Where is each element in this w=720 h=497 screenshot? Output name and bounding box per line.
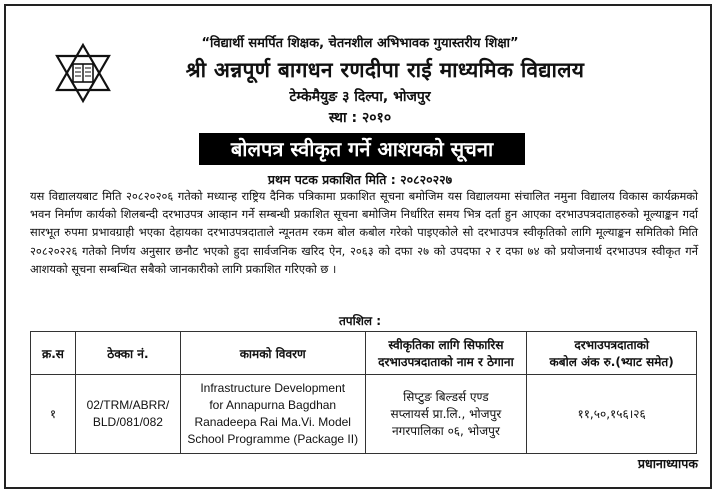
- header-amount-line2: कबोल अंक रु.(भ्याट समेत): [549, 355, 674, 369]
- desc-line3: Ranadeepa Rai Ma.Vi. Model: [194, 415, 351, 429]
- bidder-line2: सप्लायर्स प्रा.लि., भोजपुर: [390, 406, 502, 421]
- signature-principal: प्रधानाध्यापक: [637, 456, 698, 471]
- notice-title: बोलपत्र स्वीकृत गर्ने आशयको सूचना: [199, 133, 525, 165]
- header-bidder-line1: स्वीकृतिका लागि सिफारिस: [388, 338, 504, 352]
- desc-line1: Infrastructure Development: [200, 381, 346, 395]
- school-address: टेम्केमैयुङ ३ दिल्पा, भोजपुर: [289, 89, 431, 105]
- header-sn: क्र.स: [31, 332, 76, 375]
- header-contract-no: ठेक्का नं.: [75, 332, 180, 375]
- tender-table: [30, 331, 697, 454]
- notice-body: यस विद्यालयबाट मिति २०८२०२०६ गतेको मध्यान्ह राष्ट्रिय दैनिक पत्रिकामा प्रकाशित सूचना बमोजिम यस विद्यालयमा संचालित नमुना विद्यालय विकास कार्यक्रमको भवन निर्माण कार्यको शिलबन्दी दरभाउपत्र आव्हान गर्ने सम्बन्धी प्रकाशित सूचना बमोजिम निर्धारित समय भित्र दर्ता हुन आएका दरभाउपत्रदाताहरुको मूल्याङ्कन गर्दा सारभूत रुपमा प्रभावग्राही भएका देहायका दरभाउपत्रदाताले न्यूनतम रकम बोल कबोल गरेको पाइएकोले सो दरभाउपत्र स्वीकृतिको लागि मूल्याङ्कन समितिको मिति २०८२०२२६ गतेको निर्णय अनुसार छनौट भएको हुदा सार्वजनिक खरिद ऐन, २०६३ को दफा २७ को उपदफा २ र दफा ७४ को प्रयोजनार्थ दरभाउपत्र स्वीकृत गर्ने आशयको सूचना सम्बन्धित सबैको जानकारीको लागि प्रकाशित गरिएको छ ।: [30, 189, 698, 276]
- bidder-line1: सिप्टुङ बिल्डर्स एण्ड: [403, 389, 489, 404]
- school-motto: “विद्यार्थी समर्पित शिक्षक, चेतनशील अभिभावक गुयास्तरीय शिक्षा”: [201, 36, 519, 51]
- header-bidder: [365, 332, 527, 375]
- cell-amount: ११,५०,१५६।२६: [527, 375, 697, 454]
- schedule-label: तपशिल :: [338, 314, 382, 328]
- contract-no-line1: 02/TRM/ABRR/: [86, 398, 170, 412]
- table-row: [31, 375, 697, 454]
- header-amount: [527, 332, 697, 375]
- bidder-line3: नगरपालिका ०६, भोजपुर: [391, 423, 500, 438]
- contract-no-line2: BLD/081/082: [92, 415, 163, 429]
- table-header-row: [31, 332, 697, 375]
- first-published-date: प्रथम पटक प्रकाशित मिति : २०८२०२२७: [267, 172, 453, 187]
- header-bidder-line2: दरभाउपत्रदाताको नाम र ठेगाना: [378, 355, 514, 369]
- cell-bidder: [365, 375, 527, 454]
- header-description: कामको विवरण: [180, 332, 365, 375]
- established-year: स्था : २०१०: [328, 110, 392, 126]
- desc-line4: School Programme (Package II): [187, 432, 359, 446]
- school-name: श्री अन्नपूर्ण बागधन रणदीपा राई माध्यमिक विद्यालय: [185, 58, 585, 82]
- cell-contract-no: [75, 375, 180, 454]
- header-amount-line1: दरभाउपत्रदाताको: [574, 338, 649, 352]
- desc-line2: for Annapurna Bagdhan: [209, 398, 337, 412]
- cell-sn: १: [31, 375, 76, 454]
- cell-description: [180, 375, 365, 454]
